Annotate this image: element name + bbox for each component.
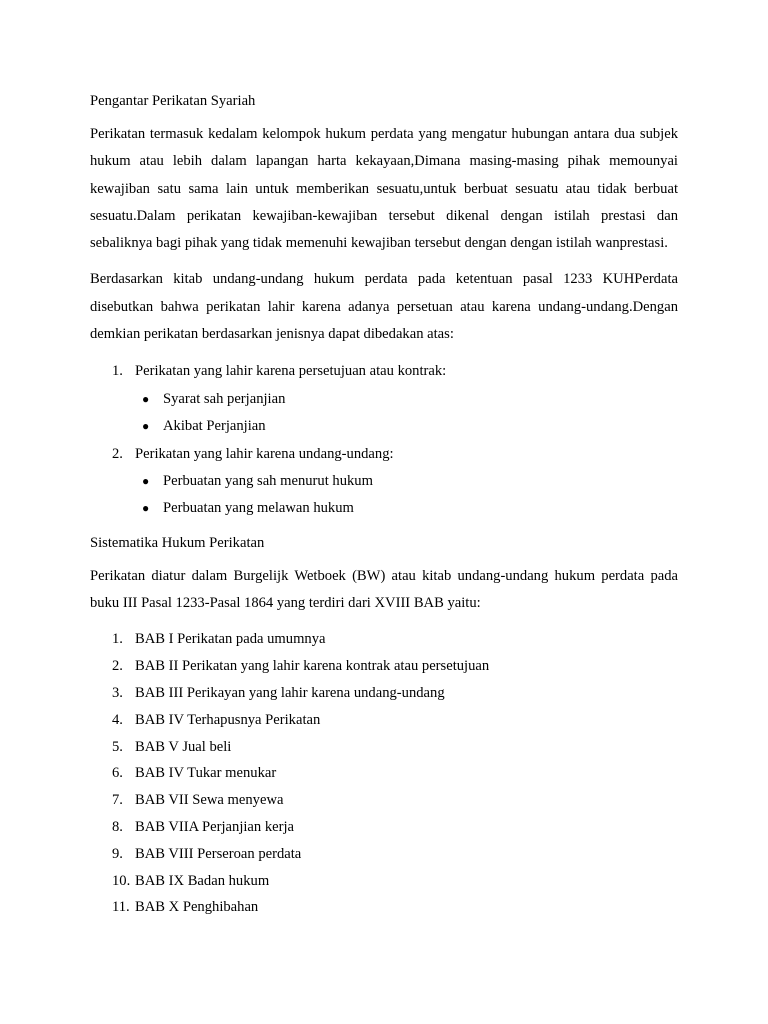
list-item	[90, 358, 678, 440]
list-item	[90, 626, 678, 653]
list-item	[90, 787, 678, 814]
list-item-text: BAB III Perikayan yang lahir karena undang-undang	[135, 685, 445, 701]
list-item-text: BAB IV Tukar menukar	[135, 765, 277, 782]
document-title: Pengantar Perikatan Syariah	[90, 93, 256, 109]
list-number: 1.	[112, 631, 123, 648]
sub-list-item-text: Akibat Perjanjian	[163, 418, 266, 435]
bullet-icon: ●	[142, 419, 150, 434]
list-number: 2.	[112, 658, 123, 675]
list-item-text: BAB IX Badan hukum	[135, 872, 270, 889]
list-item-text: BAB VII Sewa menyewa	[135, 792, 284, 809]
list-item-text: BAB I Perikatan pada umumnya	[135, 631, 326, 648]
list-item-text: Perikatan yang lahir karena persetujuan atau kontrak:	[135, 363, 447, 380]
paragraph-systematics: Perikatan diatur dalam Burgelijk Wetboek (BW) atau kitab undang-undang hukum perdata pada buku III Pasal 1233-Pasal 1864 yang terdiri dari XVIII BAB yaitu:	[90, 567, 678, 612]
list-item	[90, 841, 678, 868]
list-item-text: BAB X Penghibahan	[135, 899, 259, 916]
sub-list	[90, 386, 678, 441]
list-item-text: Perikatan yang lahir karena undang-undang:	[135, 445, 394, 462]
list-number: 9.	[112, 845, 123, 862]
list-number: 2.	[112, 445, 123, 462]
bab-list	[90, 626, 678, 921]
bullet-icon: ●	[142, 391, 150, 406]
list-number: 1.	[112, 363, 123, 380]
section-heading: Sistematika Hukum Perikatan	[90, 534, 265, 551]
list-item	[90, 760, 678, 787]
bullet-icon: ●	[142, 501, 150, 516]
sub-list-item	[90, 386, 678, 413]
list-number: 4.	[112, 711, 123, 728]
list-number: 5.	[112, 738, 123, 755]
list-item	[90, 441, 678, 523]
list-item-text: BAB VIII Perseroan perdata	[135, 845, 302, 862]
sub-list-item	[90, 468, 678, 495]
list-item	[90, 680, 678, 707]
list-item-text: BAB IV Terhapusnya Perikatan	[135, 711, 321, 728]
list-item	[90, 894, 678, 921]
list-item	[90, 868, 678, 895]
list-number: 6.	[112, 765, 123, 782]
list-item	[90, 707, 678, 734]
bullet-icon: ●	[142, 474, 150, 488]
sub-list-item	[90, 413, 678, 440]
list-item	[90, 814, 678, 841]
list-number: 11.	[112, 899, 130, 916]
document-body	[90, 90, 678, 921]
list-number: 7.	[112, 792, 123, 809]
sub-list-item-text: Perbuatan yang melawan hukum	[163, 500, 354, 517]
list-item-text: BAB II Perikatan yang lahir karena kontrak atau persetujuan	[135, 658, 490, 675]
paragraph-basis: Berdasarkan kitab undang-undang hukum perdata pada ketentuan pasal 1233 KUHPerdata disebutkan bahwa perikatan lahir karena adanya persetuan atau karena undang-undang.Dengan demkian perikatan berdasarkan jenisnya dapat dibedakan atas:	[90, 271, 678, 343]
sub-list-item	[90, 495, 678, 522]
paragraph-intro: Perikatan termasuk kedalam kelompok hukum perdata yang mengatur hubungan antara dua subjek hukum atau lebih dalam lapangan harta kekayaan,Dimana masing-masing pihak memounyai kewajiban satu sama lain untuk memberikan sesuatu,untuk berbuat sesuatu atau tidak berbuat sesuatu.Dalam perikatan kewajiban-kewajiban tersebut dikenal dengan istilah prestasi dan sebaliknya bagi pihak yang tidak memenuhi kewajiban tersebut dengan dengan istilah wanprestasi.	[90, 126, 678, 252]
list-number: 8.	[112, 818, 123, 835]
list-number: 3.	[112, 685, 123, 701]
sub-list-item-text: Perbuatan yang sah menurut hukum	[163, 473, 373, 489]
list-item	[90, 734, 678, 761]
sub-list	[90, 468, 678, 523]
list-item-text: BAB VIIA Perjanjian kerja	[135, 818, 295, 835]
list-item-text: BAB V Jual beli	[135, 738, 232, 755]
sub-list-item-text: Syarat sah perjanjian	[163, 390, 286, 407]
list-number: 10.	[112, 872, 131, 889]
list-item	[90, 653, 678, 680]
perikatan-types-list	[90, 358, 678, 522]
